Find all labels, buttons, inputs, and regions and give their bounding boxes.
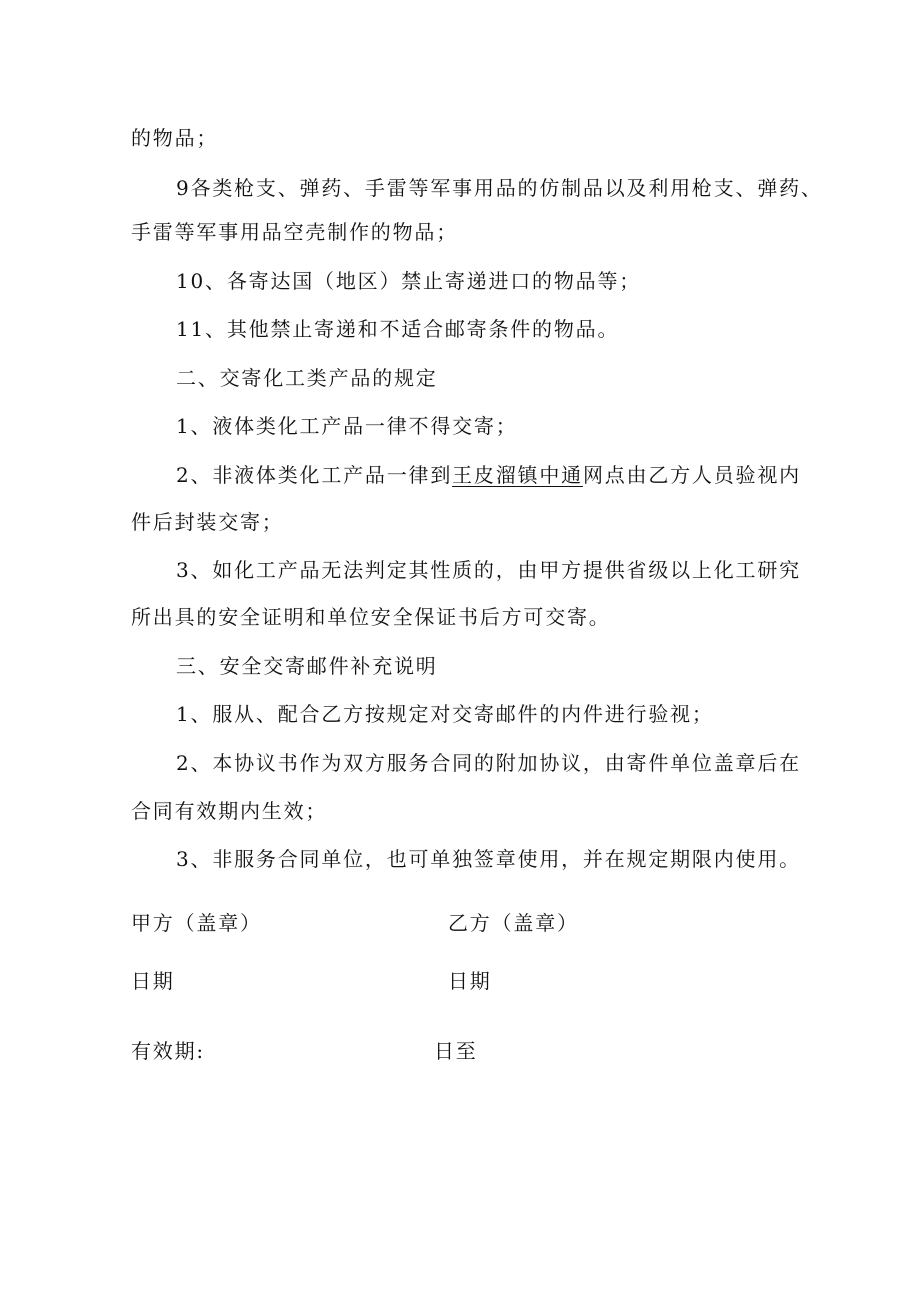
section-2-item-1: 1、液体类化工产品一律不得交寄； — [176, 414, 518, 438]
section-3-title: 三、安全交寄邮件补充说明 — [176, 654, 438, 678]
item-2-text-before: 2、非液体类化工产品一律到 — [176, 463, 453, 487]
paragraph-8-continuation: 的物品； — [131, 126, 219, 150]
party-b-date-label: 日期 — [448, 969, 492, 993]
party-b-seal-label: 乙方（盖章） — [448, 911, 579, 935]
item-2-text-after: 网点由乙方人员验视内 — [582, 463, 801, 487]
section-3-item-2-line-2: 合同有效期内生效； — [131, 799, 328, 823]
section-2-item-3-line-2: 所出具的安全证明和单位安全保证书后方可交寄。 — [131, 605, 611, 629]
party-a-date-label: 日期 — [131, 969, 175, 993]
item-11: 11、其他禁止寄递和不适合邮寄条件的物品。 — [176, 317, 620, 341]
pickup-location: 王皮溜镇中通 — [452, 463, 583, 487]
item-10: 10、各寄达国（地区）禁止寄递进口的物品等； — [176, 269, 642, 293]
section-2-title: 二、交寄化工类产品的规定 — [176, 366, 438, 390]
section-2-item-2-line-2: 件后封装交寄； — [131, 510, 284, 534]
item-9-line-1: 9各类枪支、弹药、手雷等军事用品的仿制品以及利用枪支、弹药、 — [176, 176, 823, 200]
validity-label: 有效期: — [131, 1039, 205, 1063]
validity-end: 日至 — [434, 1039, 478, 1063]
item-9-line-2: 手雷等军事用品空壳制作的物品； — [131, 220, 458, 244]
section-3-item-1: 1、服从、配合乙方按规定对交寄邮件的内件进行验视； — [176, 702, 714, 726]
section-3-item-2-line-1: 2、本协议书作为双方服务合同的附加协议，由寄件单位盖章后在 — [176, 751, 801, 775]
section-2-item-3-line-1: 3、如化工产品无法判定其性质的，由甲方提供省级以上化工研究 — [176, 558, 801, 582]
section-3-item-3: 3、非服务合同单位，也可单独签章使用，并在规定期限内使用。 — [176, 847, 801, 871]
party-a-seal-label: 甲方（盖章） — [131, 911, 262, 935]
section-2-item-2-line-1 — [176, 461, 801, 489]
